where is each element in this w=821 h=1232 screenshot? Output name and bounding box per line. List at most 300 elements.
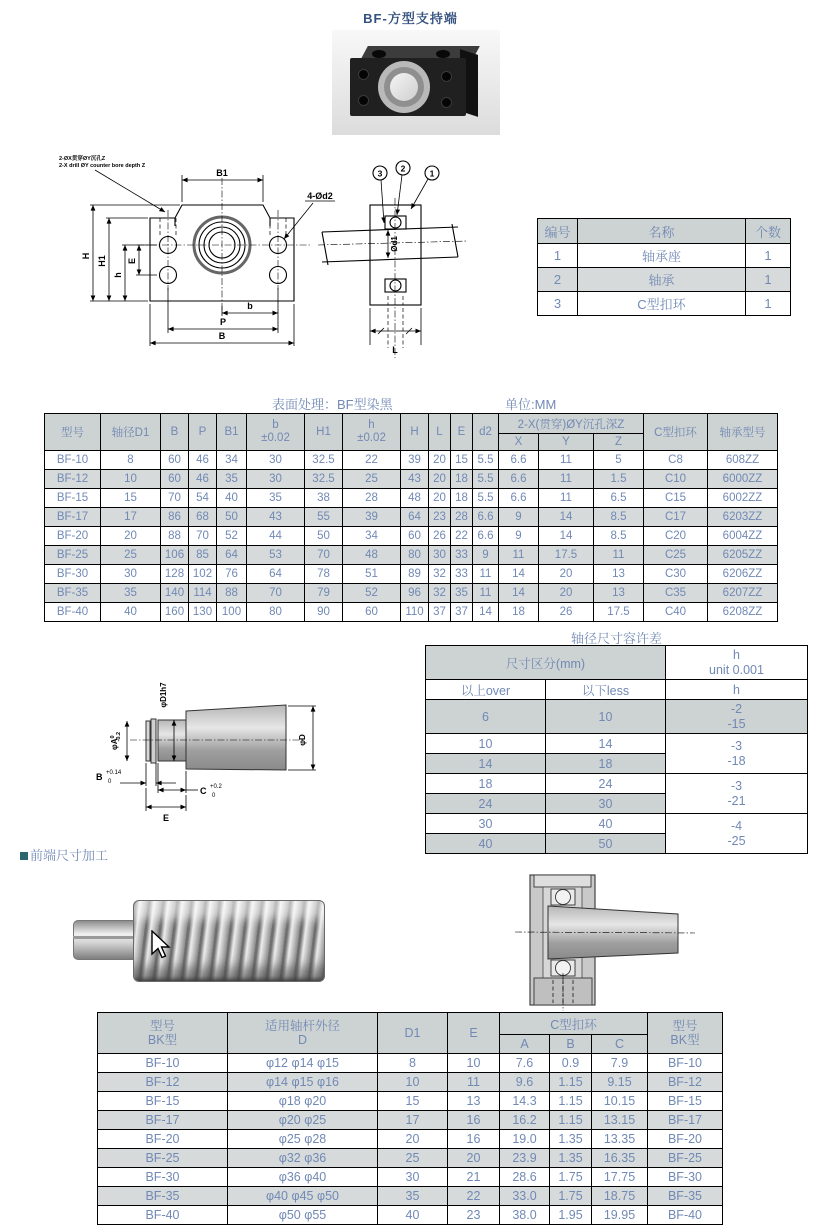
table-cell: 5 [594,451,644,470]
col-C: C [592,1035,648,1054]
bearing-block-photo [332,30,500,135]
header-h-unit [666,646,808,680]
col-Y: Y [539,434,594,451]
table-cell: 6206ZZ [708,565,778,584]
table-cell: 28.6 [500,1168,550,1187]
unit-note: 单位:MM [505,397,557,412]
cell-less: 18 [546,754,666,774]
table-row [45,603,778,622]
table-cell: 11 [539,489,594,508]
table-cell: 1.75 [550,1168,592,1187]
table-cell: BF-20 [45,527,101,546]
table-cell: 78 [305,565,343,584]
table-cell: 38.0 [500,1206,550,1225]
table-cell: BF-25 [45,546,101,565]
table-cell: BF-35 [45,584,101,603]
table-cell: 102 [189,565,217,584]
table-cell: 9 [499,527,539,546]
col-B: B [550,1035,592,1054]
table-row [98,1073,723,1092]
col-counterbore-group: 2-X(贯穿)ØY沉孔深Z [499,414,644,434]
col-b-label: b [272,418,279,431]
table-cell: 32 [429,584,451,603]
counterbore-note-en: 2-X drill ØY counter bore depth Z [59,163,146,169]
dim-P: P [219,317,227,327]
table-cell: C40 [644,603,708,622]
balloon-2: 2 [400,163,406,174]
col-Z: Z [594,434,644,451]
table-cell: 11 [473,584,499,603]
front-machining-table [97,1012,723,1225]
cell-h [666,700,808,734]
table-cell: 70 [161,489,189,508]
dim-H: H [81,252,91,260]
mouse-cursor [150,930,172,960]
col-model2-l1: 型号 [672,1018,698,1033]
tol-lower: -18 [727,753,746,768]
table-cell: BF-12 [45,470,101,489]
table-cell: BF-40 [98,1206,228,1225]
table-cell: 53 [247,546,305,565]
table-cell: φ32 φ36 [228,1149,378,1168]
dim-phiD1h7: φD1h7 [159,682,168,708]
table-cell: 1.35 [550,1149,592,1168]
table-row [45,508,778,527]
table-cell: 1 [538,244,578,268]
table-cell: BF-15 [648,1092,723,1111]
cell-over: 6 [426,700,546,734]
cell-over: 24 [426,794,546,814]
table-cell: 13 [448,1092,500,1111]
table-cell: 100 [217,603,247,622]
table-cell: 14 [473,603,499,622]
table-cell: 1 [746,292,791,316]
table-cell: 14 [499,584,539,603]
table-row [45,584,778,603]
dim-E: E [127,257,137,265]
top-hole [372,50,386,58]
table-row [45,489,778,508]
cell-less: 40 [546,814,666,834]
table-cell: φ36 φ40 [228,1168,378,1187]
header-h: h [733,648,740,663]
table-cell: 34 [343,527,401,546]
table-cell: 1.35 [550,1130,592,1149]
dim-C: C [200,786,207,796]
table-row [98,1092,723,1111]
col-B1: B1 [217,414,247,451]
table-row [538,244,791,268]
table-row [426,734,808,754]
table-cell: 79 [305,584,343,603]
table-cell: 35 [378,1187,448,1206]
table-cell: 10 [378,1073,448,1092]
table-cell: 22 [448,1187,500,1206]
col-D1: D1 [378,1013,448,1054]
col-L: L [429,414,451,451]
table-cell: 160 [161,603,189,622]
col-model [98,1013,228,1054]
table-cell: 11 [539,451,594,470]
table-cell: 54 [189,489,217,508]
table-row [45,546,778,565]
col-B: B [161,414,189,451]
table-cell: 35 [247,489,305,508]
table-cell: BF-17 [98,1111,228,1130]
table-cell: 55 [305,508,343,527]
table-cell: C15 [644,489,708,508]
table-cell: 20 [539,584,594,603]
table-cell: C25 [644,546,708,565]
col-less: 以下less [546,680,666,700]
col-model-l1: 型号 [149,1018,175,1033]
dim-E: E [162,813,170,823]
col-shaft-od [228,1013,378,1054]
cell-h [666,814,808,854]
table-cell: 32.5 [305,470,343,489]
col-A: A [500,1035,550,1054]
table-cell: 30 [247,451,305,470]
table-cell: 13 [594,565,644,584]
cell-h [666,734,808,774]
header-unit: unit 0.001 [709,662,764,677]
dim-4d2: 4-Ød2 [307,191,333,201]
table-row [45,470,778,489]
parts-table [537,218,791,316]
table-cell: 15 [378,1092,448,1111]
tol-upper: -3 [730,739,743,754]
table-cell: 608ZZ [708,451,778,470]
table-cell: 16.2 [500,1111,550,1130]
table-cell: 9 [473,546,499,565]
table-cell: 48 [401,489,429,508]
dim-B1: B1 [216,168,228,178]
table-cell: 1.15 [550,1111,592,1130]
table-cell: 46 [189,470,217,489]
table-cell: 30 [429,546,451,565]
table-cell: 17 [378,1111,448,1130]
table-cell: 37 [451,603,473,622]
table-cell: 6.6 [499,470,539,489]
tolerance-table [425,645,808,854]
cell-less: 14 [546,734,666,754]
table-cell: 70 [189,527,217,546]
table-row [98,1054,723,1073]
tol-upper: -4 [730,819,743,834]
table-cell: φ12 φ14 φ15 [228,1054,378,1073]
table-cell: 6.6 [499,489,539,508]
table-cell: BF-35 [98,1187,228,1206]
table-cell: 52 [217,527,247,546]
table-cell: 1.15 [550,1073,592,1092]
table-cell: 18 [499,603,539,622]
table-cell: 6004ZZ [708,527,778,546]
table-cell: 70 [247,584,305,603]
table-cell: 130 [189,603,217,622]
col-bearing-model: 轴承型号 [708,414,778,451]
table-cell: BF-15 [98,1092,228,1111]
table-cell: 1 [746,244,791,268]
table-cell: 19.0 [500,1130,550,1149]
table-cell: 60 [161,451,189,470]
table-cell: 38 [305,489,343,508]
col-over: 以上over [426,680,546,700]
table-cell: 6.6 [473,527,499,546]
table-cell: 1.15 [550,1092,592,1111]
table-cell: 96 [401,584,429,603]
table-cell: 8 [101,451,161,470]
col-h [343,414,401,451]
front-section-heading [20,845,108,864]
table-cell: 40 [217,489,247,508]
table-cell: 10.15 [592,1092,648,1111]
table-cell: 5.5 [473,489,499,508]
table-cell: 13 [594,584,644,603]
table-cell: 11 [539,470,594,489]
table-cell: BF-12 [648,1073,723,1092]
page-title: BF-方型支持端 [363,11,458,26]
table-cell: 6.5 [594,489,644,508]
table-row [45,414,778,434]
dim-B: B [96,772,103,782]
table-cell: 35 [101,584,161,603]
table-cell: 68 [189,508,217,527]
table-cell: C10 [644,470,708,489]
table-cell: 11 [473,565,499,584]
table-cell: 43 [401,470,429,489]
table-cell: C17 [644,508,708,527]
table-cell: 21 [448,1168,500,1187]
table-cell: 11 [448,1073,500,1092]
col-H1: H1 [305,414,343,451]
table-cell: BF-15 [45,489,101,508]
col-b [247,414,305,451]
table-cell: 40 [101,603,161,622]
dim-L: L [392,345,398,355]
table-cell: 0.9 [550,1054,592,1073]
mount-hole [359,70,368,79]
table-cell: 140 [161,584,189,603]
table-cell: BF-10 [98,1054,228,1073]
square-bullet-icon [20,852,28,860]
table-cell: 33 [451,565,473,584]
tol-upper: -3 [730,779,743,794]
table-cell: 13.35 [592,1130,648,1149]
col-model2-l2: BK型 [670,1033,700,1047]
table-cell: 14 [539,508,594,527]
table-cell: 3 [538,292,578,316]
table-cell: 25 [343,470,401,489]
table-cell: φ50 φ55 [228,1206,378,1225]
table-cell: BF-17 [648,1111,723,1130]
col-X: X [499,434,539,451]
table-cell: BF-30 [45,565,101,584]
table-cell: 20 [378,1130,448,1149]
table-cell: 13.15 [592,1111,648,1130]
table-cell: 9 [499,508,539,527]
balloon-3: 3 [377,168,383,179]
dim-C-tol-top: +0.2 [210,784,222,790]
table-row [98,1187,723,1206]
dim-phiD: φD [298,734,307,746]
surface-note: 表面处理：BF型染黑 [272,397,393,412]
table-cell: 60 [343,603,401,622]
table-cell: 23.9 [500,1149,550,1168]
table-cell: 43 [247,508,305,527]
dim-H1: H1 [97,255,107,267]
table-cell: 20 [539,565,594,584]
table-cell: C型扣环 [578,292,746,316]
table-cell: 9.15 [592,1073,648,1092]
table-cell: 14 [499,565,539,584]
table-cell: 86 [161,508,189,527]
table-cell: 20 [429,451,451,470]
table-cell: 110 [401,603,429,622]
table-cell: 15 [451,451,473,470]
table-cell: 9.6 [500,1073,550,1092]
table-cell: 6208ZZ [708,603,778,622]
table-cell: 17.75 [592,1168,648,1187]
table-cell: 6207ZZ [708,584,778,603]
table-cell: 16.35 [592,1149,648,1168]
table-cell: BF-10 [45,451,101,470]
cell-less: 30 [546,794,666,814]
table-cell: 40 [378,1206,448,1225]
table-cell: 39 [343,508,401,527]
table-cell: 48 [343,546,401,565]
table-cell: 18.75 [592,1187,648,1206]
table-row [538,292,791,316]
table-cell: 28 [451,508,473,527]
table-cell: 26 [539,603,594,622]
table-row [426,646,808,680]
col-shaft-d1: 轴径D1 [101,414,161,451]
table-cell: 34 [217,451,247,470]
table-row [45,565,778,584]
table-cell: BF-25 [98,1149,228,1168]
table-row [426,700,808,734]
col-c-ring: C型扣环 [644,414,708,451]
table-cell: 1.75 [550,1187,592,1206]
col-c-ring-group: C型扣环 [500,1013,648,1035]
front-view-drawing [35,148,345,366]
dim-B: B [218,331,226,341]
col-P: P [189,414,217,451]
table-cell: BF-30 [98,1168,228,1187]
table-cell: 60 [161,470,189,489]
table-cell: 35 [451,584,473,603]
col-h-tol: ±0.02 [357,432,386,444]
table-cell: BF-10 [648,1054,723,1073]
table-cell: φ18 φ20 [228,1092,378,1111]
dim-d1: Ød1 [390,236,399,252]
table-cell: C8 [644,451,708,470]
table-row [98,1149,723,1168]
table-cell: 11 [499,546,539,565]
table-cell: 6.6 [473,508,499,527]
table-cell: 39 [401,451,429,470]
tol-lower: -25 [727,833,746,848]
table-cell: 26 [429,527,451,546]
col-model: 型号 [45,414,101,451]
table-cell: 16 [448,1111,500,1130]
table-cell: BF-40 [45,603,101,622]
table-cell: C20 [644,527,708,546]
tolerance-table-title: 轴径尺寸容许差 [570,631,662,646]
table-cell: 6002ZZ [708,489,778,508]
table-cell: φ14 φ15 φ16 [228,1073,378,1092]
table-cell: 18 [451,470,473,489]
table-cell: 轴承 [578,268,746,292]
balloon-1: 1 [429,168,435,179]
table-cell: 22 [451,527,473,546]
table-cell: 2 [538,268,578,292]
table-cell: BF-17 [45,508,101,527]
table-cell: 30 [247,470,305,489]
tol-lower: -21 [727,793,746,808]
table-cell: BF-40 [648,1206,723,1225]
col-E: E [448,1013,500,1054]
table-cell: 11 [594,546,644,565]
table-row [98,1111,723,1130]
table-cell: 20 [429,470,451,489]
table-cell: 80 [401,546,429,565]
table-cell: 14 [539,527,594,546]
table-cell: 64 [217,546,247,565]
table-cell: 50 [305,527,343,546]
table-cell: 28 [343,489,401,508]
dim-B-tol-bot: 0 [108,779,112,785]
table-cell: 51 [343,565,401,584]
table-cell: φ25 φ28 [228,1130,378,1149]
col-E: E [451,414,473,451]
table-row [538,268,791,292]
col-model-2 [648,1013,723,1054]
table-row [426,774,808,794]
table-cell: BF-12 [98,1073,228,1092]
spec-table [44,413,778,622]
table-cell: 轴承座 [578,244,746,268]
col-model-l2: BK型 [147,1033,178,1047]
table-cell: BF-20 [98,1130,228,1149]
table-cell: 6203ZZ [708,508,778,527]
table-cell: 18 [451,489,473,508]
table-cell: 44 [247,527,305,546]
table-cell: 20 [101,527,161,546]
table-cell: C35 [644,584,708,603]
table-cell: 1.5 [594,470,644,489]
table-cell: 6.6 [499,451,539,470]
table-cell: 33.0 [500,1187,550,1206]
cross-section-drawing [515,853,710,1013]
table-cell: 23 [448,1206,500,1225]
table-cell: 70 [305,546,343,565]
screw-shaft-photo [65,878,320,1003]
col-name: 名称 [578,219,746,244]
table-cell: 64 [247,565,305,584]
table-cell: 35 [217,470,247,489]
col-shaft-od-l1: 适用轴杆外径 [264,1018,340,1033]
table-row [538,219,791,244]
table-cell: 50 [217,508,247,527]
shaft-machining-drawing [58,643,358,843]
table-cell: 88 [217,584,247,603]
table-cell: BF-25 [648,1149,723,1168]
cell-over: 40 [426,834,546,854]
col-h: h [666,680,808,700]
table-cell: 14.3 [500,1092,550,1111]
table-cell: 8 [378,1054,448,1073]
